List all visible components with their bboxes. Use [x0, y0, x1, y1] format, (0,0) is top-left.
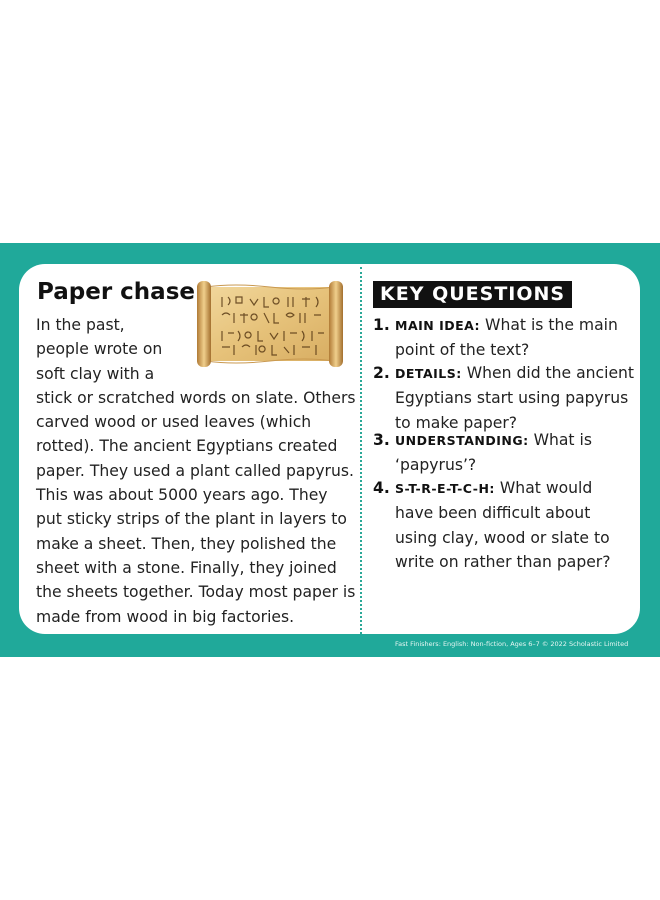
story-title: Paper chase — [37, 279, 195, 305]
question-label: S-T-R-E-T-C-H: — [395, 481, 495, 496]
question-item — [373, 313, 635, 363]
question-label: MAIN IDEA: — [395, 318, 481, 333]
key-questions-heading: KEY QUESTIONS — [373, 281, 572, 308]
story-text — [36, 313, 356, 629]
question-number: 1. — [373, 316, 390, 334]
question-label: UNDERSTANDING: — [395, 433, 529, 448]
story-body: In the past, people wrote on soft clay with a stick or scratched words on slate. Others carved wood or used leaves (which rotted). The ancient Egyptians created paper. They used a plant called papyrus. This was about 5000 years ago. They put sticky strips of the plant in layers to make a sheet. Then, they polished the sheet with a stone. Finally, they joined the sheets together. Today most paper is made from wood in big factories. — [36, 316, 356, 626]
question-text: What is ‘papyrus’? — [395, 431, 592, 475]
question-text: When did the ancient Egyptians start using papyrus to make paper? — [395, 364, 635, 432]
question-item — [373, 428, 635, 478]
copyright-footer: Fast Finishers: English: Non-fiction, Ages 6–7 © 2022 Scholastic Limited — [395, 640, 629, 648]
question-text: What would have been difficult about using clay, wood or slate to write on rather than paper? — [395, 479, 611, 571]
image-text-wrap-spacer — [178, 313, 356, 385]
question-number: 2. — [373, 364, 390, 382]
question-label: DETAILS: — [395, 366, 462, 381]
question-item — [373, 361, 635, 435]
question-text: What is the main point of the text? — [395, 316, 618, 360]
question-number: 4. — [373, 479, 390, 497]
question-number: 3. — [373, 431, 390, 449]
question-item — [373, 476, 635, 574]
dotted-divider — [360, 267, 362, 634]
